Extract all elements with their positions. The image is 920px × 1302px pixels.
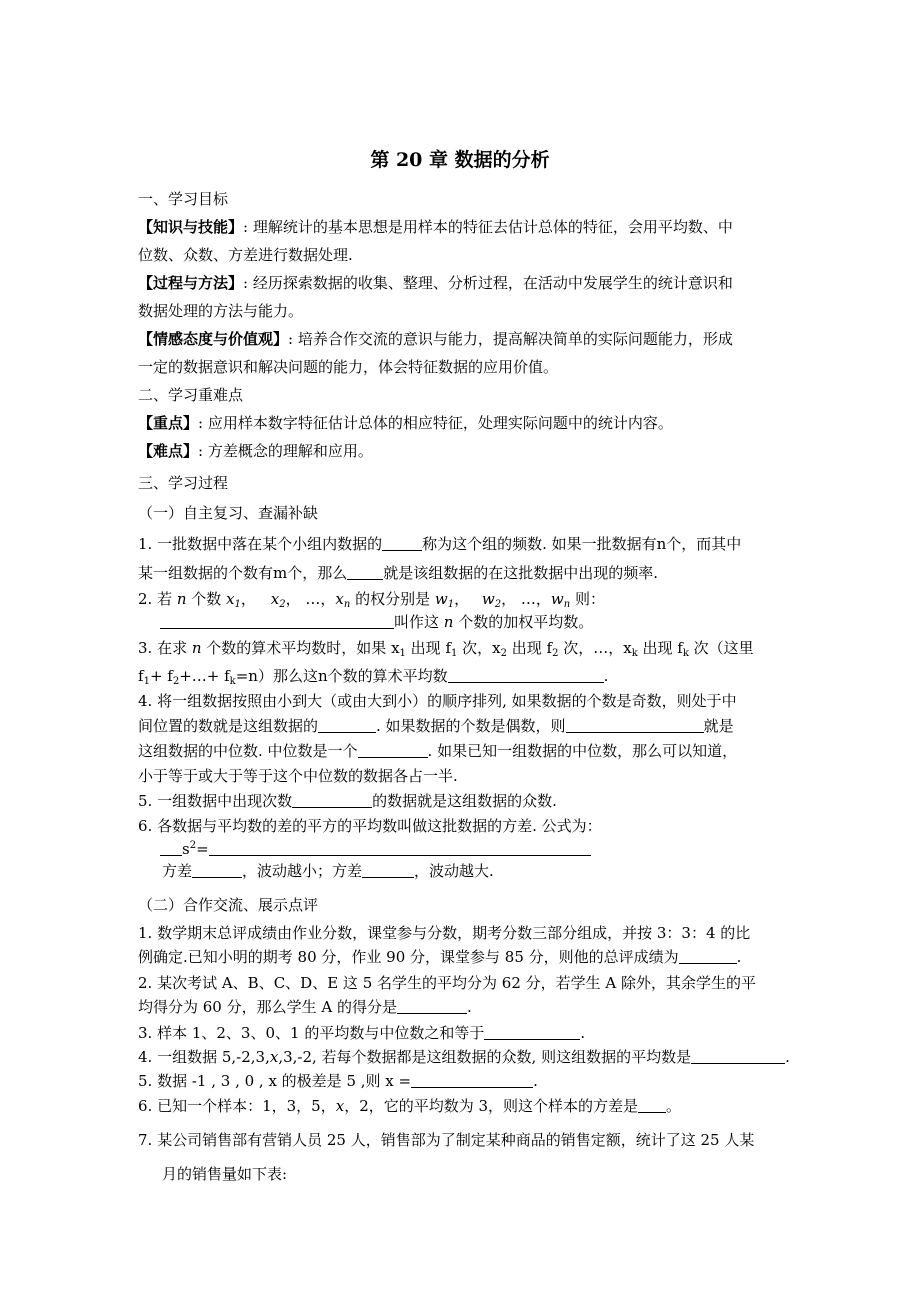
question-5-line: 5. 一组数据中出现次数 的数据就是这组数据的众数. <box>138 792 557 810</box>
difficulty-text: : 方差概念的理解和应用。 <box>198 442 373 460</box>
question-6-formula: $s^2=$ <box>138 838 790 860</box>
q1-blank-2[interactable] <box>347 564 383 580</box>
question-3-line-2: $f_1+$ $f_2+\dots+ f_k=n$）那么这n个数的算术平均数 . <box>138 667 609 687</box>
subsection-2-heading: （二）合作交流、展示点评 <box>138 896 319 914</box>
q2-text-a: 2. 若 <box>138 590 177 608</box>
practice-1-line-2: 例确定.已知小明的期考 80 分，作业 90 分，课堂参与 85 分，则他的总评成绩为 . <box>138 948 742 966</box>
q4-blank-1[interactable] <box>318 717 376 733</box>
q1-text-b: 称为这个组的频数. 如果一批数据有n个，而其中 <box>422 535 742 553</box>
q6-blank-2[interactable] <box>362 862 414 878</box>
section-2-heading: 二、学习重难点 <box>138 386 244 404</box>
practice-4-line: 4. 一组数据 5,-2,3,x,3,-2, 若每个数据都是这组数据的众数, 则这组数据的平均数是 . <box>138 1048 790 1066</box>
q1-text-a: 1. 一批数据中落在某个小组内数据的 <box>138 535 383 553</box>
q6-formula-blank[interactable] <box>209 840 591 856</box>
knowledge-line-1 <box>138 216 790 238</box>
emotion-text-1: : 培养合作交流的意识与能力，提高解决简单的实际问题能力，形成 <box>288 330 733 348</box>
process-line-2: 数据处理的方法与能力。 <box>138 302 304 320</box>
q2-w1: $w_1$ <box>434 590 455 610</box>
question-6-line-3: 方差 ，波动越小；方差 ，波动越大. <box>162 862 494 880</box>
q2-x1: $x_1$ <box>226 590 241 610</box>
page-title: 第 20 章 数据的分析 <box>370 149 550 171</box>
emotion-label: 【情感态度与价值观】 <box>138 330 289 348</box>
q2-x2: $x_2$ <box>270 590 286 610</box>
q4-blank-3[interactable] <box>358 742 428 758</box>
question-4-line-1: 4. 将一组数据按照由小到大（或由大到小）的顺序排列, 如果数据的个数是奇数，则处于中 <box>138 692 737 710</box>
p1-blank[interactable] <box>679 948 737 964</box>
practice-7-line-1: 7. 某公司销售部有营销人员 25 人，销售部为了制定某种商品的销售定额，统计了这 25 人某 <box>138 1131 755 1149</box>
q5-blank[interactable] <box>292 792 372 808</box>
key-point-text: : 应用样本数字特征估计总体的相应特征，处理实际问题中的统计内容。 <box>198 414 673 432</box>
p5-blank[interactable] <box>411 1072 533 1088</box>
p2-blank[interactable] <box>397 998 467 1014</box>
q3-blank[interactable] <box>448 667 604 683</box>
q2-xn: $x_n$ <box>335 590 351 610</box>
q2-text-b: 个数 <box>186 590 227 608</box>
practice-2-line-2: 均得分为 60 分，那么学生 A 的得分是 . <box>138 998 472 1016</box>
process-label: 【过程与方法】 <box>138 274 244 292</box>
knowledge-label: 【知识与技能】 <box>138 218 244 236</box>
key-point-line <box>138 412 790 434</box>
practice-2-line-1: 2. 某次考试 A、B、C、D、E 这 5 名学生的平均分为 62 分，若学生 A 除外，其余学生的平 <box>138 974 756 992</box>
subsection-1-heading: （一）自主复习、查漏补缺 <box>138 504 319 522</box>
question-2-line-2 <box>138 611 790 633</box>
practice-6-line: 6. 已知一个样本：1，3，5，x，2，它的平均数为 3，则这个样本的方差是 。 <box>138 1097 682 1115</box>
p6-blank[interactable] <box>638 1097 666 1113</box>
emotion-line-1 <box>138 328 790 350</box>
question-4-line-4: 小于等于或大于等于这个中位数的数据各占一半. <box>138 767 458 785</box>
q4-blank-2[interactable] <box>566 717 704 733</box>
q2-n: n <box>176 590 187 608</box>
practice-1-line-1: 1. 数学期末总评成绩由作业分数，课堂参与分数，期考分数三部分组成，并按 3：3：4 的比 <box>138 924 751 942</box>
key-point-label: 【重点】 <box>138 414 199 432</box>
difficulty-line <box>138 440 790 462</box>
q2-n-2: n <box>443 613 454 631</box>
question-6-line-1: 6. 各数据与平均数的差的平方的平均数叫做这批数据的方差. 公式为： <box>138 817 602 835</box>
q2-w2: $w_2$ <box>481 590 502 610</box>
q2-text-e: 叫作这 <box>394 613 444 631</box>
q2-text-d: 则： <box>570 590 605 608</box>
q2-text-c: 的权分别是 <box>350 590 431 608</box>
question-4-line-2: 间位置的数就是这组数据的 . 如果数据的个数是偶数，则 就是 <box>138 717 734 735</box>
difficulty-label: 【难点】 <box>138 442 199 460</box>
p3-blank[interactable] <box>484 1024 580 1040</box>
q2-text-f: 个数的加权平均数。 <box>453 613 594 631</box>
q1-text-d: 就是该组数据的在这批数据中出现的频率. <box>383 564 659 582</box>
question-4-line-3: 这组数据的中位数. 中位数是一个 . 如果已知一组数据的中位数，那么可以知道， <box>138 742 738 760</box>
practice-5-line: 5. 数据 -1 , 3 , 0 , x 的极差是 5 ,则 x = . <box>138 1072 538 1090</box>
knowledge-line-2: 位数、众数、方差进行数据处理. <box>138 246 353 264</box>
practice-7-line-2: 月的销售量如下表: <box>162 1165 288 1183</box>
section-3-heading: 三、学习过程 <box>138 474 229 492</box>
q1-blank-1[interactable] <box>382 535 422 551</box>
p4-blank[interactable] <box>691 1048 785 1064</box>
q2-blank[interactable] <box>160 613 394 629</box>
question-1-line-2 <box>138 562 790 584</box>
process-line-1 <box>138 272 790 294</box>
section-1-heading: 一、学习目标 <box>138 190 229 208</box>
process-text-1: : 经历探索数据的收集、整理、分析过程，在活动中发展学生的统计意识和 <box>243 274 733 292</box>
q1-text-c: 某一组数据的个数有m个，那么 <box>138 564 348 582</box>
q2-wn: $w_n$ <box>550 590 571 610</box>
question-3-line-1: 3. 在求 n 个数的算术平均数时，如果 $x_1$ 出现 $f_1$ 次，$x_2$ 出现 $f_2$ 次，…，$x_k$ 出现 $f_k$ 次（这里 <box>138 639 754 659</box>
emotion-line-2: 一定的数据意识和解决问题的能力，体会特征数据的应用价值。 <box>138 358 559 376</box>
knowledge-text-1: : 理解统计的基本思想是用样本的特征去估计总体的特征，会用平均数、中 <box>243 218 733 236</box>
practice-3-line: 3. 样本 1、2、3、0、1 的平均数与中位数之和等于 . <box>138 1024 586 1042</box>
question-2-line-1: 2. 若 n 个数 $x_1$， $x_2$， …，$x_n$ 的权分别是 $w_1$， $w_2$， …，$w_n$ 则： <box>138 590 605 610</box>
question-1-line-1 <box>138 533 790 555</box>
q6-blank-1[interactable] <box>192 862 242 878</box>
